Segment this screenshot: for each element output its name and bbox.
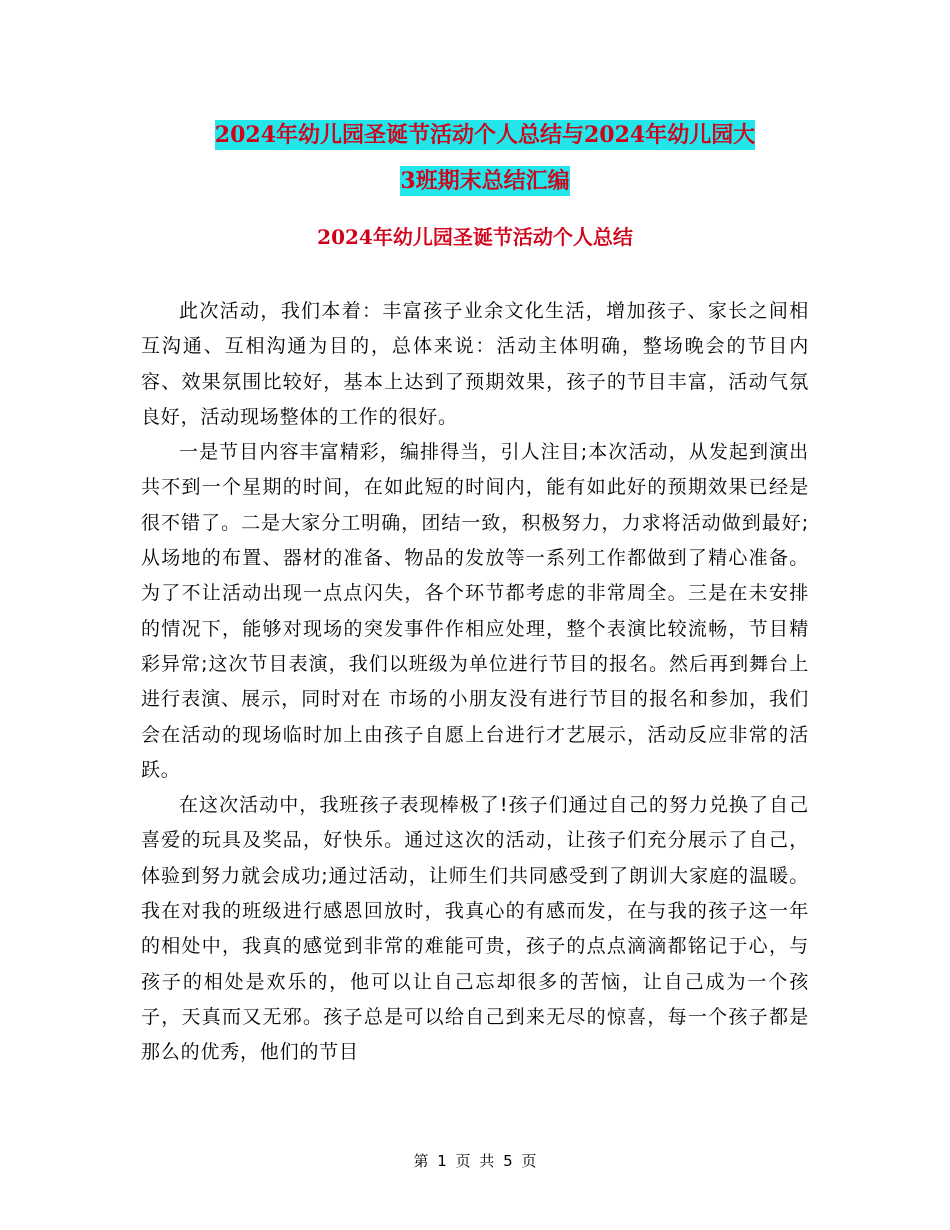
page-footer: 第 1 页 共 5 页 xyxy=(413,1152,537,1170)
paragraph-3: 在这次活动中，我班孩子表现棒极了!孩子们通过自己的努力兑换了自己喜爱的玩具及奖品，好快乐。通过这次的活动，让孩子们充分展示了自己，体验到努力就会成功;通过活动，让师生们共同感受到了朗训大家庭的温暖。我在对我的班级进行感恩回放时，我真心的有感而发，在与我的孩子这一年的相处中，我真的感觉到非常的难能可贵，孩子的点点滴滴都铭记于心，与孩子的相处是欢乐的，他可以让自己忘却很多的苦恼，让自己成为一个孩子，天真而又无邪。孩子总是可以给自己到来无尽的惊喜，每一个孩子都是那么的优秀，他们的节目 xyxy=(141,794,809,1064)
document-title-line-1: 2024年幼儿园圣诞节活动个人总结与2024年幼儿园大 xyxy=(214,122,756,148)
paragraph-2: 一是节目内容丰富精彩，编排得当，引人注目;本次活动，从发起到演出共不到一个星期的时间，在如此短的时间内，能有如此好的预期效果已经是很不错了。二是大家分工明确，团结一致，积极努力，力求将活动做到最好;从场地的布置、器材的准备、物品的发放等一系列工作都做到了精心准备。为了不让活动出现一点点闪失，各个环节都考虑的非常周全。三是在未安排的情况下，能够对现场的突发事件作相应处理，整个表演比较流畅，节目精彩异常;这次节目表演，我们以班级为单位进行节目的报名。然后再到舞台上进行表演、展示，同时对在 市场的小朋友没有进行节目的报名和参加，我们会在活动的现场临时加上由孩子自愿上台进行才艺展示，活动反应非常的活跃。 xyxy=(141,441,809,781)
paragraph-1: 此次活动，我们本着：丰富孩子业余文化生活，增加孩子、家长之间相互沟通、互相沟通为目的，总体来说：活动主体明确，整场晚会的节目内容、效果氛围比较好，基本上达到了预期效果，孩子的节目丰富，活动气氛良好，活动现场整体的工作的很好。 xyxy=(141,300,809,428)
section-heading: 2024年幼儿园圣诞节活动个人总结 xyxy=(317,225,633,249)
document-title-line-2: 3班期末总结汇编 xyxy=(400,168,570,194)
body-text xyxy=(141,294,809,1071)
document-title xyxy=(140,112,830,204)
